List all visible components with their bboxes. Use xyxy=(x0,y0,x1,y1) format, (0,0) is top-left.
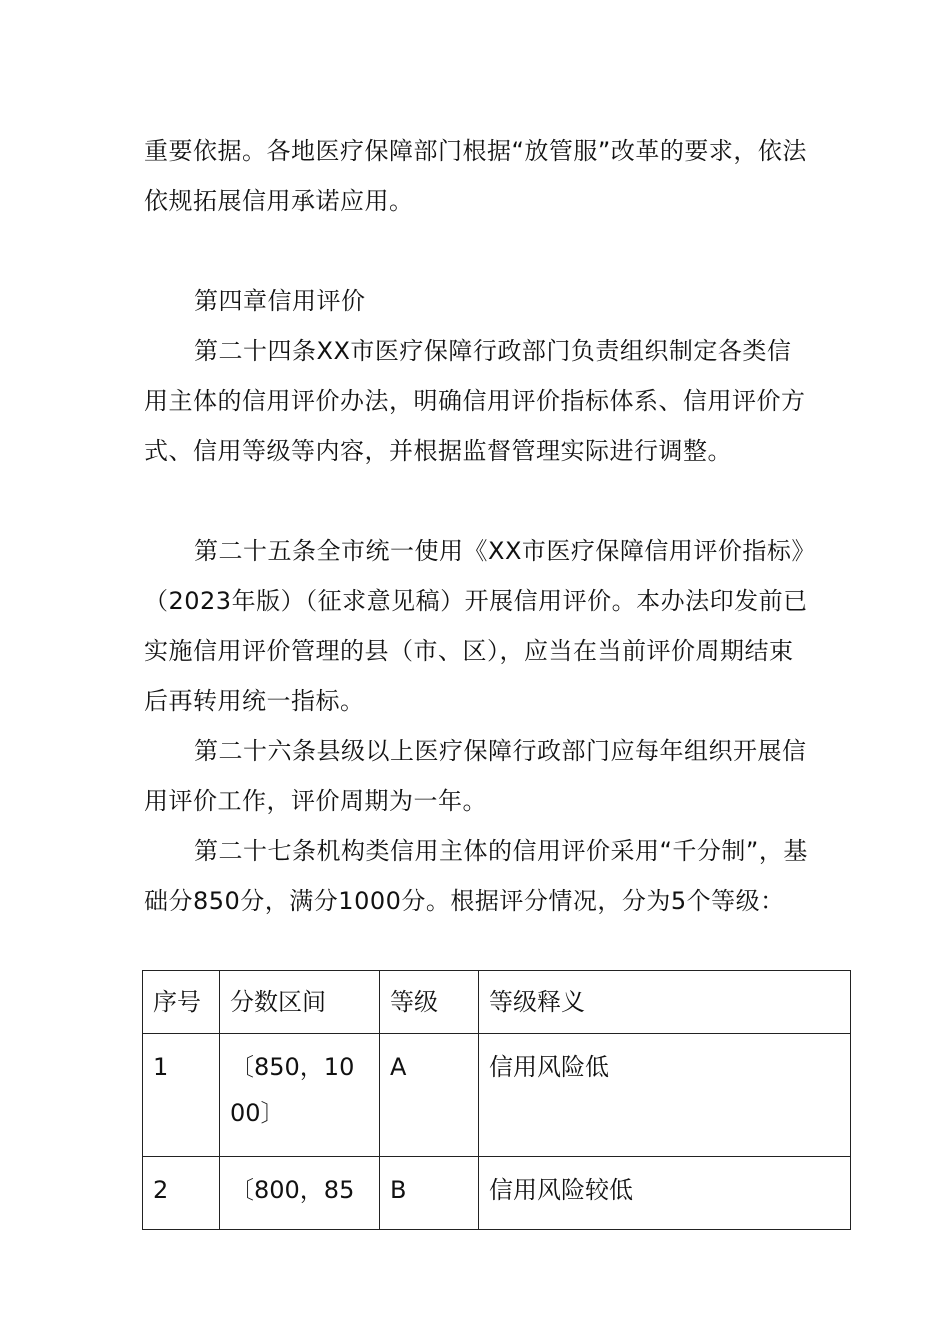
paragraph-continuation: 重要依据。各地医疗保障部门根据“放管服”改革的要求，依法依规拓展信用承诺应用。 xyxy=(144,137,807,215)
header-cell-index: 序号 xyxy=(143,971,220,1034)
cell-index: 2 xyxy=(143,1157,220,1230)
cell-index: 1 xyxy=(143,1034,220,1157)
article-27: 第二十七条机构类信用主体的信用评价采用“千分制”，基础分850分，满分1000分。根据评分情况，分为5个等级： xyxy=(144,837,808,915)
header-cell-grade: 等级 xyxy=(380,971,479,1034)
chapter-heading: 第四章信用评价 xyxy=(194,287,366,315)
cell-score-range: 〔800，85 xyxy=(220,1157,380,1230)
header-cell-score-range: 分数区间 xyxy=(220,971,380,1034)
table-row xyxy=(143,1034,851,1157)
credit-grade-table xyxy=(142,970,851,1230)
article-24: 第二十四条XX市医疗保障行政部门负责组织制定各类信用主体的信用评价办法，明确信用评价指标体系、信用评价方式、信用等级等内容，并根据监督管理实际进行调整。 xyxy=(144,337,806,465)
article-25: 第二十五条全市统一使用《XX市医疗保障信用评价指标》（2023年版）（征求意见稿）开展信用评价。本办法印发前已实施信用评价管理的县（市、区），应当在当前评价周期结束后再转用统一指标。 xyxy=(144,537,808,715)
table-header-row xyxy=(143,971,851,1034)
cell-grade: A xyxy=(380,1034,479,1157)
cell-description: 信用风险较低 xyxy=(479,1157,851,1230)
cell-grade: B xyxy=(380,1157,479,1230)
header-cell-description: 等级释义 xyxy=(479,971,851,1034)
cell-score-range: 〔850，1000〕 xyxy=(220,1034,380,1157)
cell-description: 信用风险低 xyxy=(479,1034,851,1157)
table-row xyxy=(143,1157,851,1230)
article-26: 第二十六条县级以上医疗保障行政部门应每年组织开展信用评价工作，评价周期为一年。 xyxy=(144,737,807,815)
